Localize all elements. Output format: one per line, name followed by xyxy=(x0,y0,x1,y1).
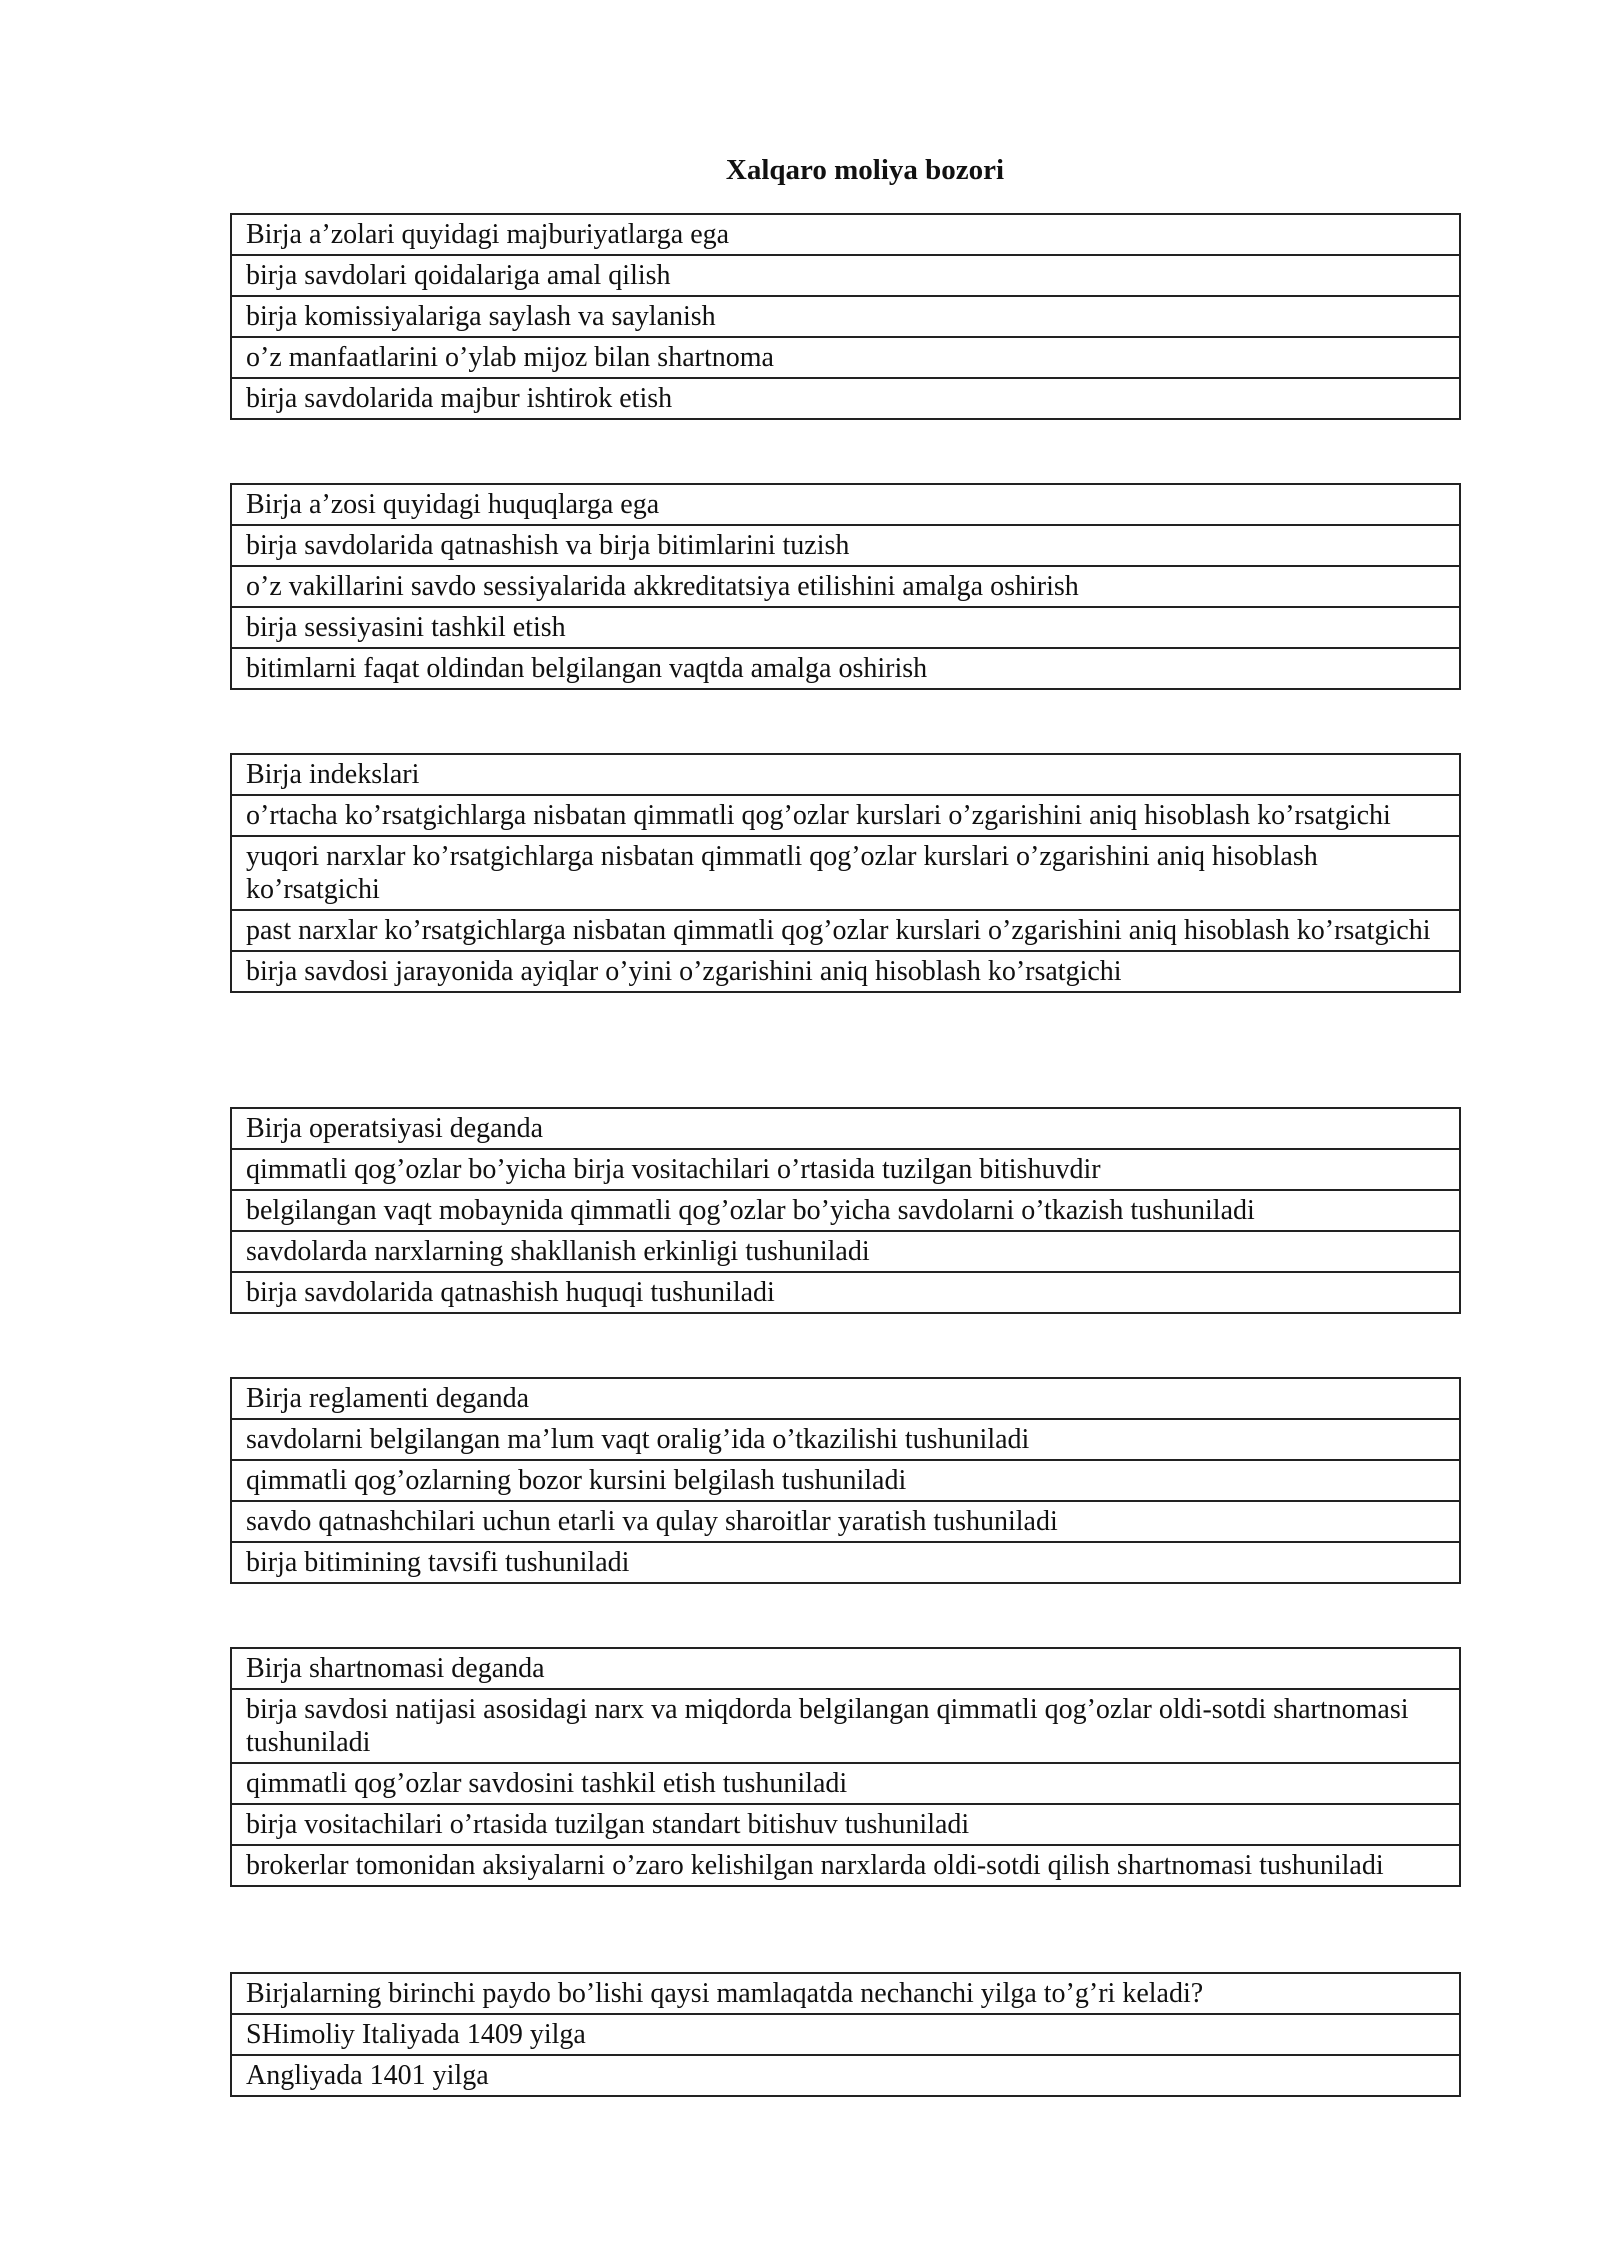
option-text: birja savdolarida qatnashish huquqi tushuniladi xyxy=(231,1272,1460,1313)
option-row xyxy=(231,1460,1460,1501)
question-table xyxy=(230,1107,1461,1314)
option-text: birja savdolari qoidalariga amal qilish xyxy=(231,255,1460,296)
question-table xyxy=(230,483,1461,690)
option-row xyxy=(231,1689,1460,1763)
option-text: SHimoliy Italiyada 1409 yilga xyxy=(231,2014,1460,2055)
option-text: o’rtacha ko’rsatgichlarga nisbatan qimmatli qog’ozlar kurslari o’zgarishini aniq hisoblash ko’rsatgichi xyxy=(231,795,1460,836)
option-text: birja savdosi jarayonida ayiqlar o’yini o’zgarishini aniq hisoblash ko’rsatgichi xyxy=(231,951,1460,992)
question-table xyxy=(230,1972,1461,2097)
option-row xyxy=(231,1272,1460,1313)
option-row xyxy=(231,910,1460,951)
question-row xyxy=(231,1648,1460,1689)
option-row xyxy=(231,2014,1460,2055)
option-row xyxy=(231,525,1460,566)
question-text: Birja operatsiyasi deganda xyxy=(231,1108,1460,1149)
option-row xyxy=(231,951,1460,992)
option-row xyxy=(231,378,1460,419)
question-text: Birja a’zosi quyidagi huquqlarga ega xyxy=(231,484,1460,525)
option-row xyxy=(231,1501,1460,1542)
question-row xyxy=(231,1378,1460,1419)
option-row xyxy=(231,1763,1460,1804)
option-row xyxy=(231,1419,1460,1460)
option-row xyxy=(231,1804,1460,1845)
option-row xyxy=(231,648,1460,689)
option-row xyxy=(231,1231,1460,1272)
option-row xyxy=(231,337,1460,378)
option-text: savdolarda narxlarning shakllanish erkinligi tushuniladi xyxy=(231,1231,1460,1272)
option-row xyxy=(231,836,1460,910)
question-text: Birja reglamenti deganda xyxy=(231,1378,1460,1419)
question-row xyxy=(231,1973,1460,2014)
question-table xyxy=(230,213,1461,420)
option-text: savdo qatnashchilari uchun etarli va qulay sharoitlar yaratish tushuniladi xyxy=(231,1501,1460,1542)
option-row xyxy=(231,255,1460,296)
option-text: past narxlar ko’rsatgichlarga nisbatan qimmatli qog’ozlar kurslari o’zgarishini aniq hisoblash ko’rsatgichi xyxy=(231,910,1460,951)
question-table xyxy=(230,1377,1461,1584)
option-text: savdolarni belgilangan ma’lum vaqt oralig’ida o’tkazilishi tushuniladi xyxy=(231,1419,1460,1460)
page-title: Xalqaro moliya bozori xyxy=(725,154,1005,186)
option-text: birja savdosi natijasi asosidagi narx va miqdorda belgilangan qimmatli qog’ozlar oldi-sotdi shartnomasi tushuniladi xyxy=(231,1689,1460,1763)
option-text: yuqori narxlar ko’rsatgichlarga nisbatan qimmatli qog’ozlar kurslari o’zgarishini aniq hisoblash ko’rsatgichi xyxy=(231,836,1460,910)
question-row xyxy=(231,754,1460,795)
option-text: o’z manfaatlarini o’ylab mijoz bilan shartnoma xyxy=(231,337,1460,378)
question-row xyxy=(231,484,1460,525)
option-row xyxy=(231,1845,1460,1886)
option-text: Angliyada 1401 yilga xyxy=(231,2055,1460,2096)
option-text: qimmatli qog’ozlar savdosini tashkil etish tushuniladi xyxy=(231,1763,1460,1804)
option-text: birja savdolarida majbur ishtirok etish xyxy=(231,378,1460,419)
option-row xyxy=(231,1542,1460,1583)
question-text: Birja shartnomasi deganda xyxy=(231,1648,1460,1689)
question-text: Birja indekslari xyxy=(231,754,1460,795)
option-text: birja komissiyalariga saylash va saylanish xyxy=(231,296,1460,337)
option-text: belgilangan vaqt mobaynida qimmatli qog’ozlar bo’yicha savdolarni o’tkazish tushuniladi xyxy=(231,1190,1460,1231)
question-row xyxy=(231,1108,1460,1149)
option-text: o’z vakillarini savdo sessiyalarida akkreditatsiya etilishini amalga oshirish xyxy=(231,566,1460,607)
question-row xyxy=(231,214,1460,255)
question-text: Birjalarning birinchi paydo bo’lishi qaysi mamlaqatda nechanchi yilga to’g’ri keladi? xyxy=(231,1973,1460,2014)
option-text: birja sessiyasini tashkil etish xyxy=(231,607,1460,648)
option-row xyxy=(231,566,1460,607)
option-row xyxy=(231,795,1460,836)
option-text: birja savdolarida qatnashish va birja bitimlarini tuzish xyxy=(231,525,1460,566)
option-row xyxy=(231,2055,1460,2096)
option-row xyxy=(231,1149,1460,1190)
option-row xyxy=(231,607,1460,648)
option-text: qimmatli qog’ozlarning bozor kursini belgilash tushuniladi xyxy=(231,1460,1460,1501)
option-text: qimmatli qog’ozlar bo’yicha birja vositachilari o’rtasida tuzilgan bitishuvdir xyxy=(231,1149,1460,1190)
option-row xyxy=(231,1190,1460,1231)
option-text: brokerlar tomonidan aksiyalarni o’zaro kelishilgan narxlarda oldi-sotdi qilish shartnomasi tushuniladi xyxy=(231,1845,1460,1886)
option-text: birja vositachilari o’rtasida tuzilgan standart bitishuv tushuniladi xyxy=(231,1804,1460,1845)
question-table xyxy=(230,753,1461,993)
question-text: Birja a’zolari quyidagi majburiyatlarga ega xyxy=(231,214,1460,255)
option-text: bitimlarni faqat oldindan belgilangan vaqtda amalga oshirish xyxy=(231,648,1460,689)
option-row xyxy=(231,296,1460,337)
question-table xyxy=(230,1647,1461,1887)
option-text: birja bitimining tavsifi tushuniladi xyxy=(231,1542,1460,1583)
